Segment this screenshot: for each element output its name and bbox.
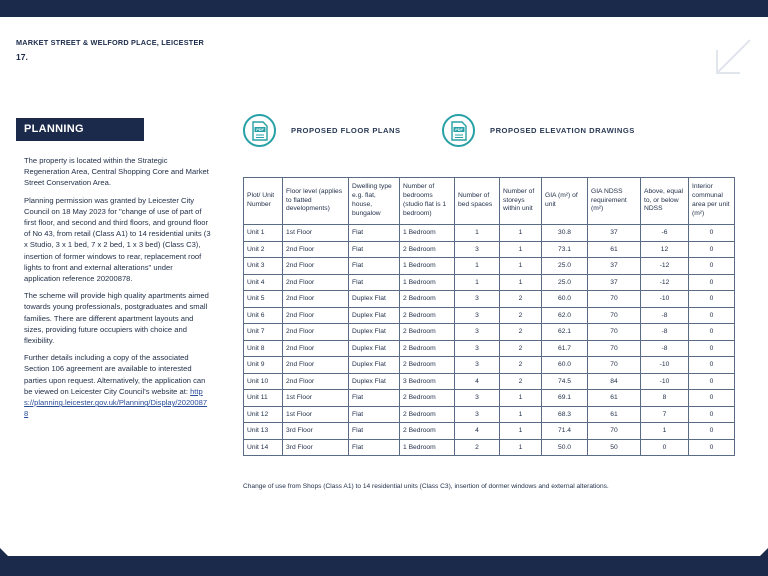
table-row: [244, 373, 735, 390]
table-cell: 1st Floor: [283, 390, 349, 407]
table-cell: 2 Bedroom: [400, 324, 455, 341]
svg-text:PDF: PDF: [255, 127, 264, 132]
table-cell: Unit 4: [244, 274, 283, 291]
table-cell: Unit 3: [244, 258, 283, 275]
table-cell: 1st Floor: [283, 406, 349, 423]
table-cell: 62.0: [542, 307, 588, 324]
table-cell: 2nd Floor: [283, 340, 349, 357]
paragraph-further-details: [24, 352, 211, 419]
table-cell: Unit 8: [244, 340, 283, 357]
table-cell: 1: [500, 258, 542, 275]
table-cell: 1st Floor: [283, 225, 349, 242]
table-row: [244, 241, 735, 258]
table-row: [244, 225, 735, 242]
section-heading: PLANNING: [16, 118, 144, 141]
table-cell: 8: [641, 390, 689, 407]
elevation-drawings-label: PROPOSED ELEVATION DRAWINGS: [490, 126, 635, 135]
table-cell: Unit 12: [244, 406, 283, 423]
table-cell: Unit 7: [244, 324, 283, 341]
table-row: [244, 324, 735, 341]
table-cell: 61: [588, 241, 641, 258]
table-cell: 3: [455, 307, 500, 324]
table-cell: 3rd Floor: [283, 439, 349, 456]
table-cell: 1: [455, 274, 500, 291]
table-row: [244, 357, 735, 374]
table-cell: 70: [588, 357, 641, 374]
table-cell: 3: [455, 357, 500, 374]
table-cell: 2nd Floor: [283, 307, 349, 324]
table-cell: 62.1: [542, 324, 588, 341]
table-cell: 37: [588, 225, 641, 242]
table-cell: 61: [588, 390, 641, 407]
table-cell: 60.0: [542, 357, 588, 374]
table-cell: 0: [689, 291, 735, 308]
table-cell: 2nd Floor: [283, 291, 349, 308]
table-cell: 4: [455, 373, 500, 390]
table-cell: Flat: [349, 406, 400, 423]
table-cell: Unit 11: [244, 390, 283, 407]
table-cell: 0: [689, 241, 735, 258]
header-cell: Number of storeys within unit: [500, 178, 542, 225]
table-row: [244, 423, 735, 440]
table-cell: -10: [641, 291, 689, 308]
table-cell: 25.0: [542, 274, 588, 291]
table-cell: Flat: [349, 390, 400, 407]
table-cell: 70: [588, 291, 641, 308]
table-cell: Unit 13: [244, 423, 283, 440]
table-cell: 70: [588, 324, 641, 341]
proposed-elevation-drawings-link[interactable]: [442, 114, 635, 147]
table-cell: 2nd Floor: [283, 258, 349, 275]
table-cell: 2nd Floor: [283, 357, 349, 374]
header-cell: Number of bed spaces: [455, 178, 500, 225]
table-cell: 1: [500, 439, 542, 456]
table-cell: 2: [500, 373, 542, 390]
table-cell: -8: [641, 340, 689, 357]
table-cell: 0: [689, 439, 735, 456]
table-cell: 7: [641, 406, 689, 423]
table-cell: Duplex Flat: [349, 307, 400, 324]
table-cell: 60.0: [542, 291, 588, 308]
table-row: [244, 340, 735, 357]
table-cell: -12: [641, 258, 689, 275]
table-cell: 2: [500, 324, 542, 341]
table-cell: Flat: [349, 439, 400, 456]
table-cell: 3: [455, 406, 500, 423]
table-cell: 1: [455, 225, 500, 242]
table-cell: 70: [588, 307, 641, 324]
table-cell: Duplex Flat: [349, 291, 400, 308]
table-cell: 37: [588, 274, 641, 291]
table-cell: 37: [588, 258, 641, 275]
table-cell: Unit 6: [244, 307, 283, 324]
paragraph-scheme: The scheme will provide high quality apartments aimed towards young professionals, postgraduates and small families. There are different apartment layouts and sizes, providing future occupiers with choice and flexibility.: [24, 291, 209, 346]
table-cell: 0: [689, 340, 735, 357]
table-header-row: [244, 178, 735, 225]
pdf-document-icon: [243, 114, 276, 147]
table-cell: 3 Bedroom: [400, 373, 455, 390]
table-cell: 0: [689, 307, 735, 324]
table-cell: 0: [689, 357, 735, 374]
floor-plans-label: PROPOSED FLOOR PLANS: [291, 126, 401, 135]
table-cell: 71.4: [542, 423, 588, 440]
pdf-document-icon: [442, 114, 475, 147]
table-cell: 1: [455, 258, 500, 275]
page-number: 17.: [16, 52, 28, 62]
table-cell: 0: [689, 274, 735, 291]
table-cell: 2 Bedroom: [400, 241, 455, 258]
table-cell: 70: [588, 340, 641, 357]
table-cell: 2nd Floor: [283, 241, 349, 258]
table-cell: Flat: [349, 241, 400, 258]
table-row: [244, 390, 735, 407]
table-cell: Duplex Flat: [349, 357, 400, 374]
table-cell: 1 Bedroom: [400, 258, 455, 275]
table-cell: 1: [500, 241, 542, 258]
table-row: [244, 291, 735, 308]
table-cell: Duplex Flat: [349, 373, 400, 390]
table-cell: 2: [500, 340, 542, 357]
header-cell: Number of bedrooms (studio flat is 1 bedroom): [400, 178, 455, 225]
table-cell: 1 Bedroom: [400, 274, 455, 291]
table-cell: 2 Bedroom: [400, 406, 455, 423]
table-cell: Duplex Flat: [349, 324, 400, 341]
table-cell: -8: [641, 324, 689, 341]
table-caption: Change of use from Shops (Class A1) to 14 residential units (Class C3), insertion of dormer windows and external alterations.: [243, 483, 609, 490]
table-cell: 84: [588, 373, 641, 390]
paragraph-location: The property is located within the Strategic Regeneration Area, Central Shopping Core and Market Street Conservation Area.: [24, 156, 209, 188]
table-cell: 2: [500, 357, 542, 374]
header-cell: Plot/ Unit Number: [244, 178, 283, 225]
table-cell: 25.0: [542, 258, 588, 275]
table-cell: Unit 1: [244, 225, 283, 242]
table-cell: 0: [689, 258, 735, 275]
document-title: MARKET STREET & WELFORD PLACE, LEICESTER: [16, 38, 204, 47]
table-cell: 70: [588, 423, 641, 440]
table-cell: 3: [455, 390, 500, 407]
table-cell: 2 Bedroom: [400, 307, 455, 324]
table-cell: Unit 10: [244, 373, 283, 390]
table-cell: Flat: [349, 258, 400, 275]
header-cell: GIA NDSS requirement (m²): [588, 178, 641, 225]
table-cell: 73.1: [542, 241, 588, 258]
table-cell: Unit 9: [244, 357, 283, 374]
table-row: [244, 258, 735, 275]
table-cell: 2 Bedroom: [400, 291, 455, 308]
header-cell: Dwelling type e.g. flat, house, bungalow: [349, 178, 400, 225]
table-cell: 1: [500, 225, 542, 242]
table-cell: 74.5: [542, 373, 588, 390]
table-cell: 2 Bedroom: [400, 340, 455, 357]
table-cell: 2: [500, 291, 542, 308]
table-cell: Unit 2: [244, 241, 283, 258]
table-cell: 0: [689, 324, 735, 341]
table-cell: 2 Bedroom: [400, 423, 455, 440]
table-cell: Duplex Flat: [349, 340, 400, 357]
table-cell: Unit 5: [244, 291, 283, 308]
table-cell: 1: [500, 406, 542, 423]
table-cell: 69.1: [542, 390, 588, 407]
table-cell: 3rd Floor: [283, 423, 349, 440]
table-cell: 3: [455, 291, 500, 308]
table-cell: 50: [588, 439, 641, 456]
proposed-floor-plans-link[interactable]: [243, 114, 401, 147]
table-cell: 1 Bedroom: [400, 439, 455, 456]
table-cell: 0: [689, 373, 735, 390]
header-cell: GIA (m²) of unit: [542, 178, 588, 225]
table-cell: 30.8: [542, 225, 588, 242]
table-row: [244, 406, 735, 423]
table-cell: 2nd Floor: [283, 373, 349, 390]
table-cell: 2nd Floor: [283, 324, 349, 341]
table-cell: 3: [455, 324, 500, 341]
corner-accent: [0, 548, 8, 556]
table-cell: Flat: [349, 225, 400, 242]
table-cell: 1: [500, 423, 542, 440]
corner-accent: [760, 548, 768, 556]
table-cell: -10: [641, 373, 689, 390]
table-cell: 0: [641, 439, 689, 456]
svg-text:PDF: PDF: [454, 127, 463, 132]
table-cell: 2: [455, 439, 500, 456]
table-cell: 0: [689, 225, 735, 242]
table-cell: 2 Bedroom: [400, 357, 455, 374]
table-cell: -8: [641, 307, 689, 324]
table-cell: 68.3: [542, 406, 588, 423]
header-cell: Floor level (applies to flatted developments): [283, 178, 349, 225]
table-cell: 1: [641, 423, 689, 440]
table-cell: 2nd Floor: [283, 274, 349, 291]
table-cell: 61.7: [542, 340, 588, 357]
table-cell: Flat: [349, 423, 400, 440]
table-row: [244, 274, 735, 291]
planning-description: [24, 155, 211, 419]
table-row: [244, 307, 735, 324]
table-cell: 61: [588, 406, 641, 423]
table-cell: 2 Bedroom: [400, 390, 455, 407]
top-bar: [0, 0, 768, 17]
table-cell: 1 Bedroom: [400, 225, 455, 242]
table-cell: Flat: [349, 274, 400, 291]
table-cell: 1: [500, 390, 542, 407]
table-cell: -10: [641, 357, 689, 374]
table-cell: 3: [455, 340, 500, 357]
unit-schedule-table: [243, 177, 735, 456]
bottom-bar: [0, 556, 768, 576]
further-details-text: Further details including a copy of the associated Section 106 agreement are available to interested parties upon request. Alternatively, the application can be viewed on Leicester City Council's website at:: [24, 353, 206, 396]
table-cell: -6: [641, 225, 689, 242]
header-cell: Above, equal to, or below NDSS: [641, 178, 689, 225]
table-cell: 0: [689, 423, 735, 440]
table-cell: Unit 14: [244, 439, 283, 456]
header-cell: Interior communal area per unit (m²): [689, 178, 735, 225]
table-cell: 0: [689, 406, 735, 423]
table-cell: 3: [455, 241, 500, 258]
table-row: [244, 439, 735, 456]
table-cell: 12: [641, 241, 689, 258]
table-cell: 2: [500, 307, 542, 324]
paragraph-permission: Planning permission was granted by Leicester City Council on 18 May 2023 for "change of use of part of first floor, and second and third floors, and ground floor of No 43, from retail (Class A1) to 14 residential units (3 x Studio, 3 x 1 bed, 7 x 2 bed, 1 x 3 bed) (Class C3), insertion of former windows to rear, replacement roof lights to front and external alterations" under application reference 20200878.: [24, 195, 211, 284]
planning-link[interactable]: https://planning.leicester.gov.uk/Planning/Display/20200878: [24, 386, 208, 419]
table-cell: 50.0: [542, 439, 588, 456]
table-cell: 0: [689, 390, 735, 407]
table-cell: 1: [500, 274, 542, 291]
table-cell: 4: [455, 423, 500, 440]
arrow-down-left-icon: [712, 38, 752, 78]
table-cell: -12: [641, 274, 689, 291]
